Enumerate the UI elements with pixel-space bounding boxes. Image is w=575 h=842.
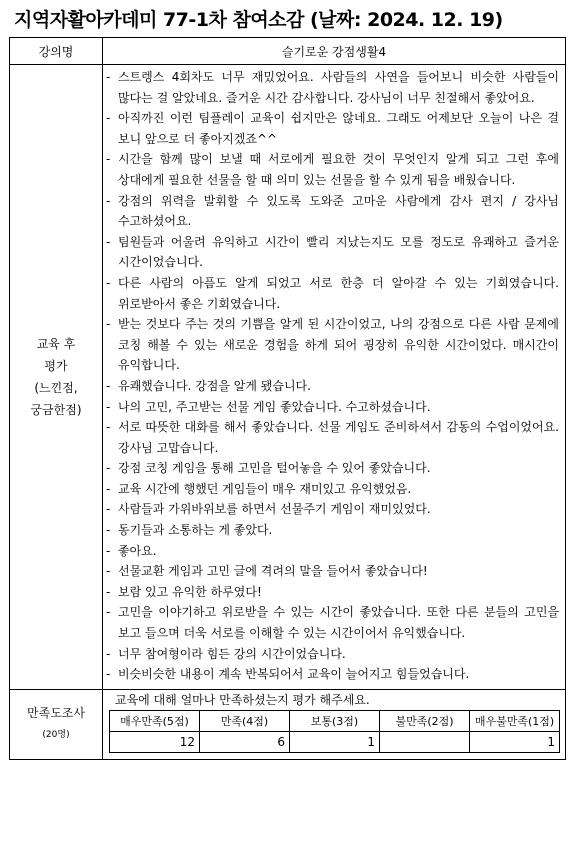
feedback-item: - 고민을 이야기하고 위로받을 수 있는 시간이 좋았습니다. 또한 다른 분들의 고민을 보고 들으며 더욱 서로를 이해할 수 있는 시간이어서 유익했습니다. [106, 605, 559, 641]
score-header: 불만족(2점) [380, 710, 470, 731]
feedback-item: - 나의 고민, 주고받는 선물 게임 좋았습니다. 수고하셨습니다. [106, 399, 431, 414]
evaluation-label-line: 평가 [44, 358, 68, 373]
respondent-count: (20명) [42, 730, 70, 741]
score-header: 만족(4점) [200, 710, 290, 731]
score-value: 12 [110, 731, 200, 752]
feedback-item: - 서로 따뜻한 대화를 해서 좋았습니다. 선물 게임도 준비하셔서 감동의 수업이었어요. 강사님 고맙습니다. [106, 420, 559, 455]
header-row [10, 38, 566, 65]
evaluation-row [10, 65, 566, 690]
satisfaction-label [10, 689, 103, 759]
score-value-row [110, 731, 560, 752]
feedback-item: - 아직까진 이런 팀플레이 교육이 쉽지만은 않네요. 그래도 어제보단 오늘이 나은 걸 보니 앞으로 더 좋아지겠죠^^ [106, 111, 559, 146]
feedback-item: - 비슷비슷한 내용이 계속 반복되어서 교육이 늘어지고 힘들었습니다. [106, 667, 470, 682]
feedback-item: - 강점의 위력을 발휘할 수 있도록 도와준 고마운 사람에게 감사 편지 / 강사님 수고하셨어요. [106, 193, 559, 229]
satisfaction-title: 만족도조사 [27, 706, 85, 721]
evaluation-label-line: 교육 후 [36, 336, 76, 351]
feedback-item: - 좋아요. [106, 543, 157, 558]
evaluation-label-line: 궁금한점) [30, 402, 82, 417]
satisfaction-row [10, 689, 566, 759]
feedback-item: - 팀원들과 어울려 유익하고 시간이 빨리 지났는지도 모를 정도로 유쾌하고 즐거운 시간이었습니다. [106, 234, 559, 270]
feedback-item: - 스트렝스 4회차도 너무 재밌었어요. 사람들의 사연을 들어보니 비슷한 사람들이 많다는 걸 알았네요. 즐거운 시간 감사합니다. 강사님이 너무 친절해서 좋았어요. [106, 70, 559, 105]
feedback-item: - 시간을 함께 많이 보낼 때 서로에게 필요한 것이 무엇인지 알게 되고 그런 후에 상대에게 필요한 선물을 할 때 의미 있는 선물을 할 수 있게 됨을 배웠습니다. [106, 152, 559, 187]
lecture-name-value: 슬기로운 강점생활4 [103, 38, 566, 65]
feedback-item: - 선물교환 게임과 고민 글에 격려의 말을 들어서 좋았습니다! [106, 564, 428, 579]
feedback-item: - 교육 시간에 행했던 게임들이 매우 재미있고 유익했었음. [106, 481, 412, 496]
page-title: 지역자활아카데미 77-1차 참여소감 (날짜: 2024. 12. 19) [14, 9, 503, 31]
feedback-item: - 받는 것보다 주는 것의 기쁨을 알게 된 시간이었고, 나의 강점으로 다른 사람 문제에 코칭 해볼 수 있는 새로운 경험을 하게 되어 굉장히 유익한 시간이었다. 매시간이 유익합니다. [106, 317, 559, 373]
score-header-row [110, 710, 560, 731]
score-value: 6 [200, 731, 290, 752]
feedback-item: - 강점 코칭 게임을 통해 고민을 털어놓을 수 있어 좋았습니다. [106, 461, 431, 476]
feedback-item: - 동기들과 소통하는 게 좋았다. [106, 523, 273, 538]
survey-table [9, 37, 566, 760]
score-value [380, 731, 470, 752]
score-header: 보통(3점) [290, 710, 380, 731]
feedback-item: - 유쾌했습니다. 강점을 알게 됐습니다. [106, 378, 311, 393]
satisfaction-content [103, 689, 566, 759]
feedback-item: - 다른 사람의 아픔도 알게 되었고 서로 한층 더 알아갈 수 있는 기회였습니다. 위로받아서 좋은 기회였습니다. [106, 275, 559, 311]
feedback-item: - 보람 있고 유익한 하루였다! [106, 584, 262, 599]
score-value: 1 [470, 731, 560, 752]
evaluation-label-line: (느낀점, [34, 380, 78, 395]
feedback-list [103, 65, 566, 690]
feedback-item: - 너무 참여형이라 힘든 강의 시간이었습니다. [106, 646, 346, 661]
satisfaction-question: 교육에 대해 얼마나 만족하셨는지 평가 해주세요. [115, 692, 370, 707]
score-header: 매우만족(5점) [110, 710, 200, 731]
evaluation-label [10, 65, 103, 690]
score-header: 매우불만족(1점) [470, 710, 560, 731]
feedback-item: - 사람들과 가위바위보를 하면서 선물주기 게임이 재미있었다. [106, 502, 431, 517]
lecture-name-label: 강의명 [10, 38, 103, 65]
satisfaction-scores-table [109, 710, 560, 753]
score-value: 1 [290, 731, 380, 752]
